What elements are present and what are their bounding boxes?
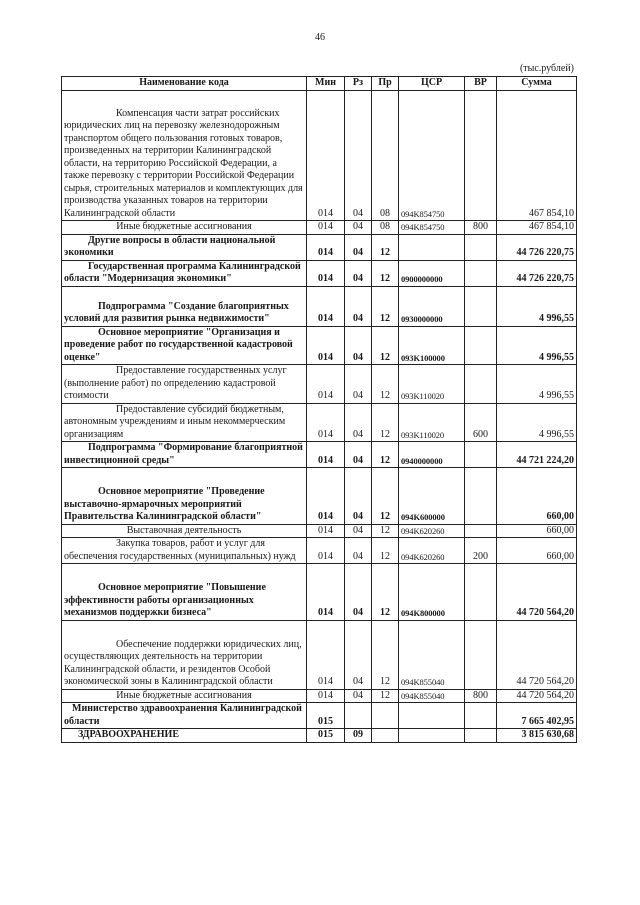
cell-vr	[465, 365, 497, 404]
table-row	[62, 403, 577, 442]
cell-csr: 093K110020	[399, 403, 465, 442]
cell-rz: 04	[345, 221, 372, 235]
cell-pr: 12	[372, 524, 399, 538]
cell-sum: 44 726 220,75	[497, 260, 577, 286]
cell-pr: 12	[372, 620, 399, 689]
cell-rz	[345, 703, 372, 729]
cell-name	[62, 260, 307, 286]
cell-pr: 08	[372, 221, 399, 235]
cell-min: 014	[307, 326, 345, 365]
table-row	[62, 689, 577, 703]
cell-sum: 467 854,10	[497, 221, 577, 235]
row-name-text: Иные бюджетные ассигнования	[116, 689, 252, 701]
units-label: (тыс.рублей)	[519, 63, 574, 74]
table-row	[62, 524, 577, 538]
cell-rz: 04	[345, 260, 372, 286]
cell-vr: 800	[465, 221, 497, 235]
cell-rz: 04	[345, 468, 372, 525]
row-name-text: Компенсация части затрат российских юридических лиц на перевозку железнодорожным транспортом общего пользования готовых товаров, произведенных на территории Калининградской области, на территорию Российской Федерации, а также перевозку с территории Российской Федерации сырья, строительных материалов и комплектующих для производства указанных товаров на территории Калининградской области	[64, 107, 303, 219]
cell-rz: 04	[345, 90, 372, 221]
header-name: Наименование кода	[62, 77, 307, 91]
row-name-text: Основное мероприятие "Организация и проведение работ по государственной кадастровой оценке"	[64, 326, 293, 363]
cell-sum: 44 720 564,20	[497, 564, 577, 621]
cell-vr	[465, 90, 497, 221]
cell-sum: 4 996,55	[497, 286, 577, 326]
cell-min: 014	[307, 442, 345, 468]
cell-min: 014	[307, 468, 345, 525]
page-number: 46	[315, 32, 325, 43]
cell-pr: 12	[372, 403, 399, 442]
table-row	[62, 365, 577, 404]
header-rz: Рз	[345, 77, 372, 91]
table-row	[62, 286, 577, 326]
cell-csr: 094K620260	[399, 538, 465, 564]
cell-name	[62, 234, 307, 260]
row-name-text: Обеспечение поддержки юридических лиц, осуществляющих деятельность на территории Калининградской области, и резидентов Особой экономической зоны в Калининградской области	[64, 638, 302, 687]
cell-sum: 4 996,55	[497, 403, 577, 442]
table-row	[62, 442, 577, 468]
row-name-text: Предоставление государственных услуг (выполнение работ) по определению кадастровой стоимости	[64, 365, 287, 401]
cell-name	[62, 468, 307, 525]
cell-name	[62, 286, 307, 326]
cell-min: 014	[307, 221, 345, 235]
cell-vr	[465, 524, 497, 538]
cell-vr	[465, 234, 497, 260]
cell-min: 014	[307, 689, 345, 703]
cell-pr: 12	[372, 286, 399, 326]
cell-name	[62, 221, 307, 235]
cell-csr: 094K854750	[399, 90, 465, 221]
cell-name	[62, 620, 307, 689]
cell-min: 014	[307, 260, 345, 286]
cell-vr	[465, 260, 497, 286]
header-min: Мин	[307, 77, 345, 91]
header-csr: ЦСР	[399, 77, 465, 91]
row-name-text: Предоставление субсидий бюджетным, автономным учреждениям и иным некоммерческим организациям	[64, 403, 286, 440]
table-row	[62, 564, 577, 621]
cell-name	[62, 729, 307, 743]
table-row	[62, 468, 577, 525]
cell-csr: 094K600000	[399, 468, 465, 525]
cell-csr: 094K800000	[399, 564, 465, 621]
row-name-text: Министерство здравоохранения Калининградской области	[64, 703, 302, 727]
cell-pr: 12	[372, 468, 399, 525]
cell-rz: 09	[345, 729, 372, 743]
cell-csr: 093K100000	[399, 326, 465, 365]
header-row	[62, 77, 577, 91]
cell-rz: 04	[345, 403, 372, 442]
cell-min: 014	[307, 524, 345, 538]
header-pr: Пр	[372, 77, 399, 91]
row-name-text: Выставочная деятельность	[126, 524, 242, 536]
cell-sum: 660,00	[497, 468, 577, 525]
cell-sum: 467 854,10	[497, 90, 577, 221]
cell-name	[62, 365, 307, 404]
cell-sum: 3 815 630,68	[497, 729, 577, 743]
table-row	[62, 703, 577, 729]
table-row	[62, 234, 577, 260]
row-name-text: Государственная программа Калининградской области "Модернизация экономики"	[64, 260, 301, 284]
cell-sum: 44 720 564,20	[497, 620, 577, 689]
table-row	[62, 729, 577, 743]
cell-vr	[465, 442, 497, 468]
cell-name	[62, 326, 307, 365]
cell-pr: 12	[372, 689, 399, 703]
cell-sum: 7 665 402,95	[497, 703, 577, 729]
cell-vr	[465, 286, 497, 326]
cell-sum: 660,00	[497, 524, 577, 538]
cell-min: 014	[307, 286, 345, 326]
row-name-text: Подпрограмма "Создание благоприятных условий для развития рынка недвижимости"	[64, 300, 289, 324]
row-name-text: ЗДРАВООХРАНЕНИЕ	[78, 729, 179, 740]
cell-csr: 0930000000	[399, 286, 465, 326]
cell-csr	[399, 729, 465, 743]
header-vr: ВР	[465, 77, 497, 91]
cell-sum: 4 996,55	[497, 326, 577, 365]
cell-pr: 12	[372, 234, 399, 260]
cell-vr	[465, 729, 497, 743]
cell-rz: 04	[345, 234, 372, 260]
cell-pr: 12	[372, 564, 399, 621]
row-name-text: Основное мероприятие "Повышение эффективности работы организационных механизмов поддержки бизнеса"	[64, 582, 266, 618]
cell-min: 014	[307, 365, 345, 404]
cell-rz: 04	[345, 538, 372, 564]
cell-vr	[465, 703, 497, 729]
cell-csr	[399, 234, 465, 260]
cell-vr	[465, 468, 497, 525]
cell-csr	[399, 703, 465, 729]
cell-rz: 04	[345, 326, 372, 365]
cell-vr: 600	[465, 403, 497, 442]
cell-csr: 0900000000	[399, 260, 465, 286]
cell-min: 015	[307, 729, 345, 743]
cell-name	[62, 90, 307, 221]
cell-name	[62, 564, 307, 621]
table-row	[62, 260, 577, 286]
cell-sum: 44 721 224,20	[497, 442, 577, 468]
cell-min: 014	[307, 538, 345, 564]
table-row	[62, 620, 577, 689]
cell-pr: 12	[372, 326, 399, 365]
row-name-text: Подпрограмма "Формирование благоприятной инвестиционной среды"	[64, 442, 303, 466]
cell-pr: 08	[372, 90, 399, 221]
cell-pr	[372, 729, 399, 743]
cell-vr	[465, 564, 497, 621]
cell-csr: 094K620260	[399, 524, 465, 538]
row-name-text: Закупка товаров, работ и услуг для обеспечения государственных (муниципальных) нужд	[64, 538, 296, 562]
cell-sum: 660,00	[497, 538, 577, 564]
cell-rz: 04	[345, 442, 372, 468]
cell-name	[62, 442, 307, 468]
cell-pr: 12	[372, 538, 399, 564]
cell-csr: 094K855040	[399, 689, 465, 703]
cell-rz: 04	[345, 524, 372, 538]
cell-min: 014	[307, 564, 345, 621]
cell-rz: 04	[345, 564, 372, 621]
cell-vr	[465, 620, 497, 689]
cell-pr: 12	[372, 365, 399, 404]
cell-rz: 04	[345, 286, 372, 326]
cell-min: 014	[307, 620, 345, 689]
cell-vr	[465, 326, 497, 365]
cell-min: 015	[307, 703, 345, 729]
cell-min: 014	[307, 403, 345, 442]
cell-csr: 093K110020	[399, 365, 465, 404]
cell-csr: 094K854750	[399, 221, 465, 235]
cell-pr	[372, 703, 399, 729]
cell-pr: 12	[372, 260, 399, 286]
cell-rz: 04	[345, 689, 372, 703]
cell-name	[62, 689, 307, 703]
cell-name	[62, 403, 307, 442]
table-row	[62, 538, 577, 564]
cell-vr: 200	[465, 538, 497, 564]
row-name-text: Иные бюджетные ассигнования	[116, 221, 252, 232]
row-name-text: Основное мероприятие "Проведение выставочно-ярмарочных мероприятий Правительства Калининградской области"	[64, 486, 265, 522]
cell-rz: 04	[345, 365, 372, 404]
cell-name	[62, 703, 307, 729]
cell-csr: 0940000000	[399, 442, 465, 468]
cell-name	[62, 524, 307, 538]
cell-name	[62, 538, 307, 564]
budget-table	[61, 76, 577, 743]
cell-sum: 44 726 220,75	[497, 234, 577, 260]
row-name-text: Другие вопросы в области национальной экономики	[64, 234, 276, 258]
header-sum: Сумма	[497, 77, 577, 91]
cell-vr: 800	[465, 689, 497, 703]
cell-rz: 04	[345, 620, 372, 689]
cell-csr: 094K855040	[399, 620, 465, 689]
table-row	[62, 326, 577, 365]
cell-min: 014	[307, 90, 345, 221]
table-row	[62, 90, 577, 221]
cell-sum: 44 720 564,20	[497, 689, 577, 703]
cell-sum: 4 996,55	[497, 365, 577, 404]
cell-min: 014	[307, 234, 345, 260]
table-row	[62, 221, 577, 235]
cell-pr: 12	[372, 442, 399, 468]
